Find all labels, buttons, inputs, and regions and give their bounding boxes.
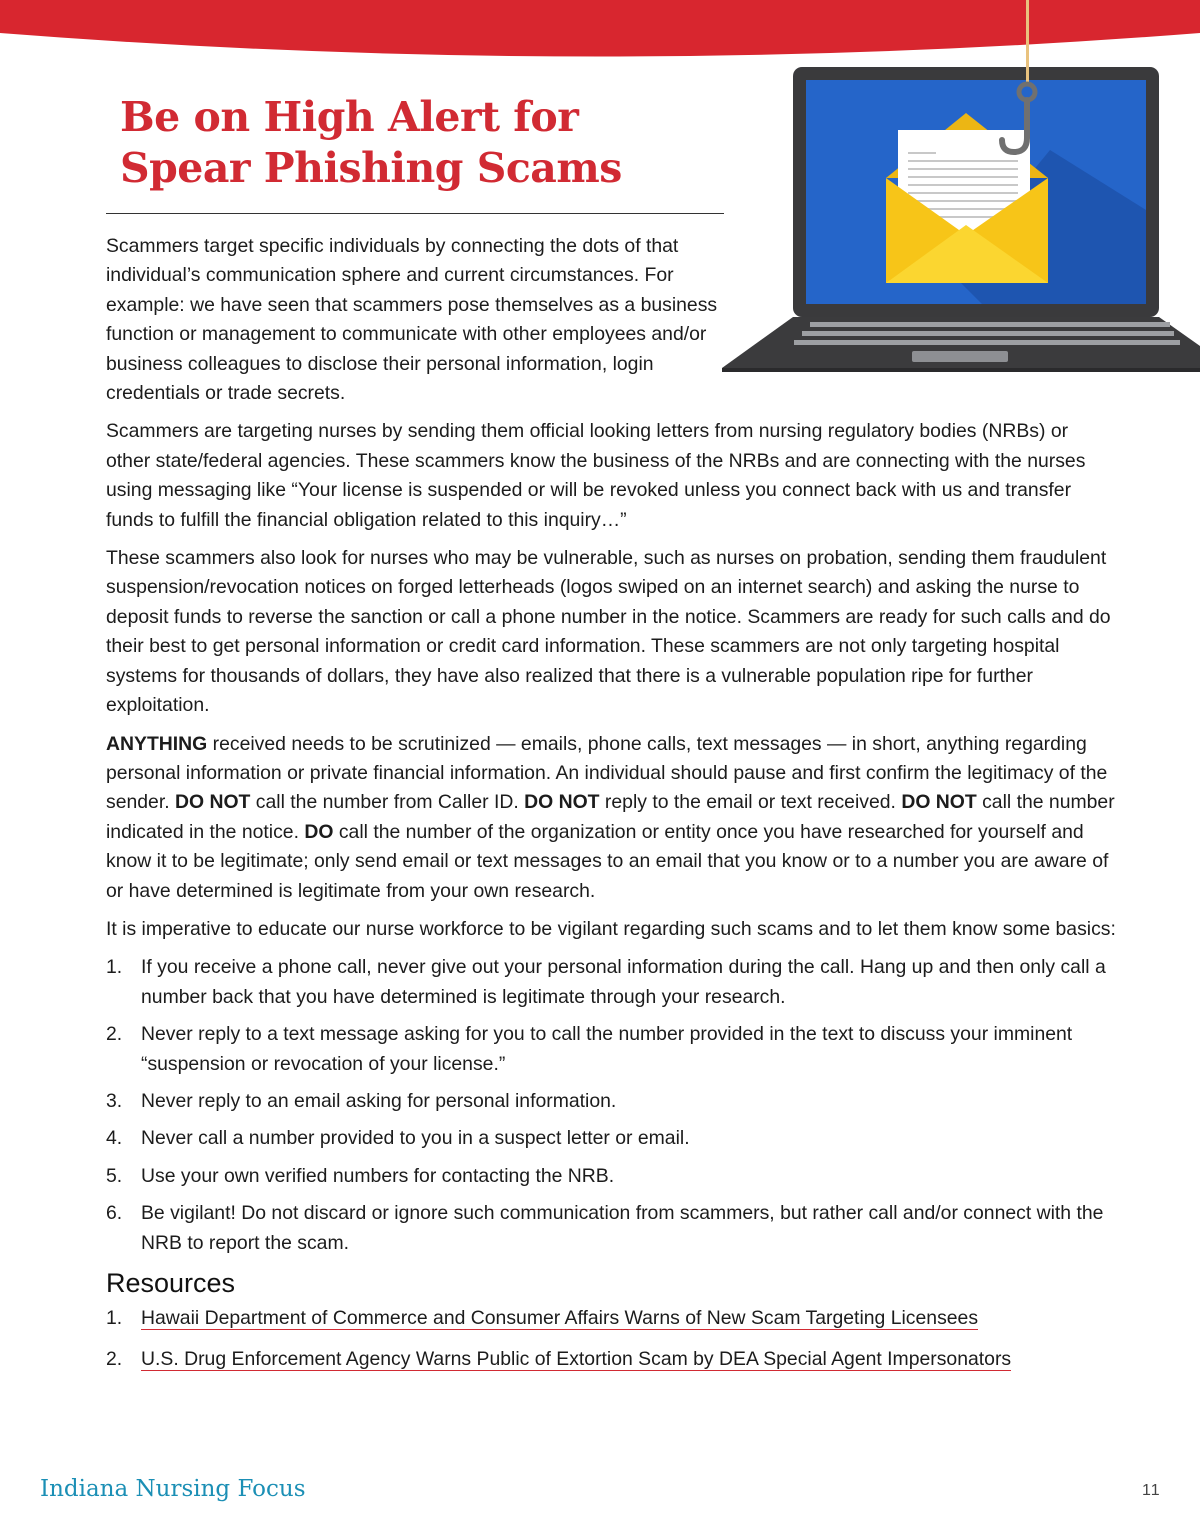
- emphasis-do: DO: [304, 820, 334, 843]
- list-item: 4. Never call a number provided to you in a suspect letter or email.: [106, 1127, 690, 1150]
- emphasis-do-not: DO NOT: [524, 791, 600, 814]
- nrb-letters-paragraph: Scammers are targeting nurses by sending them official looking letters from nursing regulatory bodies (NRBs) or other state/federal agencies. These scammers know the business of the NRBs and are connecting with the nurses using messaging like “Your license is suspended or will be revoked unless you connect back with us and transfer funds to fulfill the financial obligation related to this inquiry…”: [106, 420, 1086, 531]
- list-item: 6. Be vigilant! Do not discard or ignore such communication from scammers, but rather call and/or connect with the NRB to report the scam.: [106, 1202, 1104, 1254]
- list-item: 5. Use your own verified numbers for contacting the NRB.: [106, 1164, 615, 1187]
- fishing-line: [1026, 0, 1029, 84]
- intro-paragraph: Scammers target specific individuals by connecting the dots of that individual’s communication sphere and current circumstances. For example: we have seen that scammers pose themselves as a business function or management to communicate with other employees and/or business colleagues to disclose their personal information, login credentials or trade secrets.: [106, 235, 718, 405]
- footer-publication-name: Indiana Nursing Focus: [40, 1476, 306, 1502]
- resources-heading: Resources: [106, 1268, 236, 1298]
- resource-link-dea-scam[interactable]: U.S. Drug Enforcement Agency Warns Public of Extortion Scam by DEA Special Agent Impersonators: [141, 1348, 1012, 1371]
- article-body: [106, 232, 1116, 1387]
- educate-paragraph: It is imperative to educate our nurse workforce to be vigilant regarding such scams and to let them know some basics:: [106, 917, 1116, 940]
- list-item: 2. U.S. Drug Enforcement Agency Warns Public of Extortion Scam by DEA Special Agent Impersonators: [106, 1348, 1012, 1371]
- title-line-1: Be on High Alert for: [120, 93, 579, 141]
- emphasis-do-not: DO NOT: [175, 791, 251, 814]
- vulnerable-nurses-paragraph: These scammers also look for nurses who may be vulnerable, such as nurses on probation, sending them fraudulent suspension/revocation notices on forged letterheads (logos swiped on an internet search) and asking the nurse to deposit funds to reverse the sanction or call a phone number in the notice. Scammers are ready for such calls and do their best to get personal information or credit card information. These scammers are not only targeting hospital systems for thousands of dollars, they have also realized that there is a vulnerable population ripe for further exploitation.: [106, 547, 1111, 717]
- page-number: 11: [1142, 1482, 1161, 1499]
- title-line-2: Spear Phishing Scams: [120, 144, 622, 192]
- safety-steps-list: [106, 953, 1116, 1258]
- emphasis-anything: ANYTHING: [106, 732, 208, 755]
- list-item: 1. Hawaii Department of Commerce and Consumer Affairs Warns of New Scam Targeting Licensees: [106, 1307, 979, 1329]
- resources-list: [106, 1304, 1116, 1375]
- list-item: 1. If you receive a phone call, never give out your personal information during the call. Hang up and then only call a number back that you have determined is legitimate through your research.: [106, 956, 1106, 1008]
- list-item: 3. Never reply to an email asking for personal information.: [106, 1089, 617, 1112]
- emphasis-do-not: DO NOT: [901, 791, 977, 814]
- resource-link-hawaii-dcca[interactable]: Hawaii Department of Commerce and Consumer Affairs Warns of New Scam Targeting Licensees: [141, 1307, 979, 1329]
- scrutinize-paragraph: ANYTHING received needs to be scrutinized — emails, phone calls, text messages — in short, anything regarding personal information or private financial information. An individual should pause and first confirm the legitimacy of the sender. DO NOT call the number from Caller ID. DO NOT reply to the email or text received. DO NOT call the number indicated in the notice. DO call the number of the organization or entity once you have researched for yourself and know it to be legitimate; only send email or text messages to an email that you know or to a number you are aware of or have determined is legitimate from your own research.: [106, 732, 1115, 902]
- list-item: 2. Never reply to a text message asking for you to call the number provided in the text to discuss your imminent “suspension or revocation of your license.”: [106, 1023, 1073, 1075]
- page-title: [120, 92, 622, 194]
- title-divider: [106, 213, 724, 214]
